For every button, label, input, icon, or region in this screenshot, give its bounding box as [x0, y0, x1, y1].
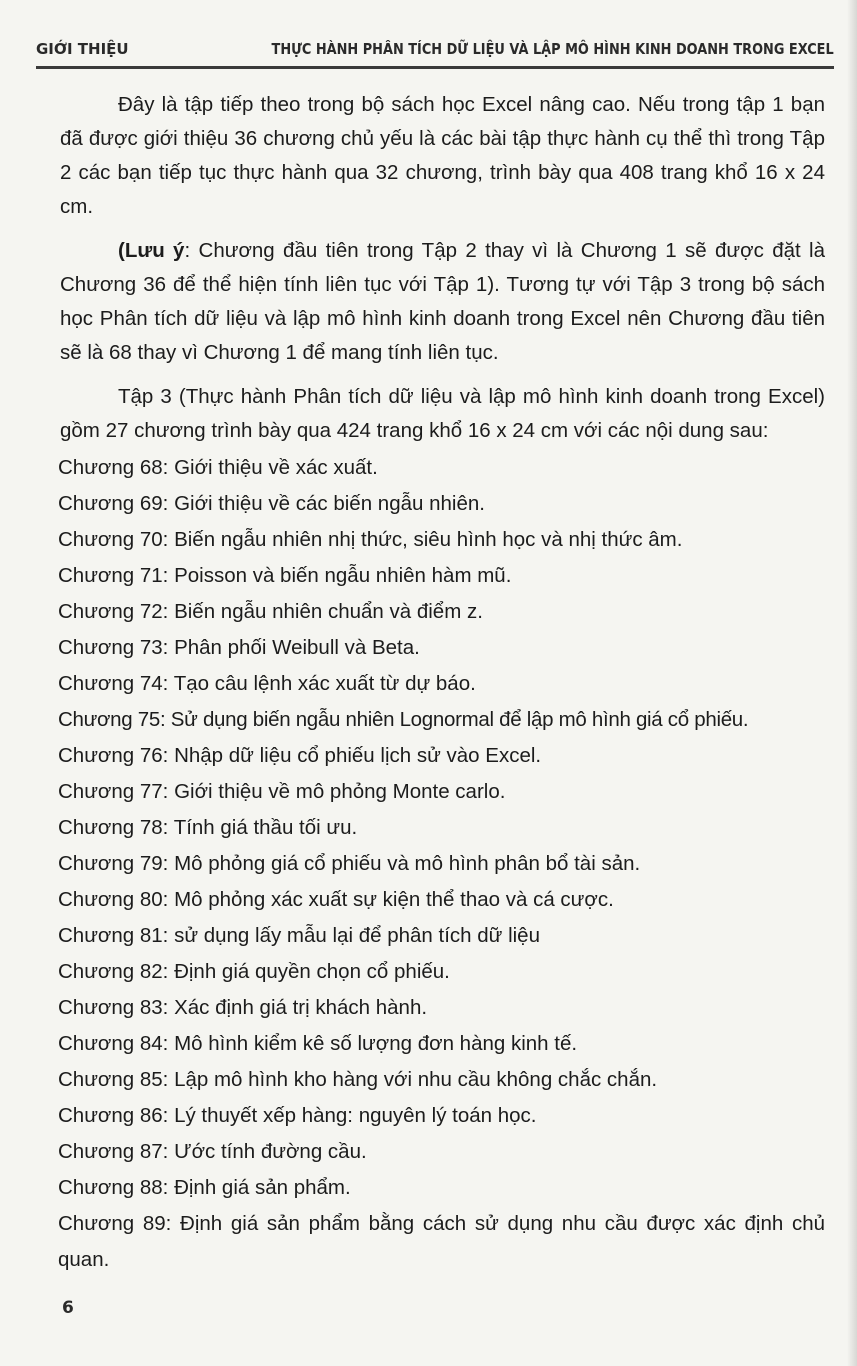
- chapter-list: [58, 450, 825, 1278]
- section-title: GIỚI THIỆU: [36, 40, 129, 58]
- chapter-item: Chương 68: Giới thiệu về xác xuất.: [58, 456, 378, 479]
- chapter-item: Chương 80: Mô phỏng xác xuất sự kiện thể thao và cá cược.: [58, 888, 614, 911]
- chapter-item: Chương 88: Định giá sản phẩm.: [58, 1176, 351, 1199]
- chapter-item: Chương 86: Lý thuyết xếp hàng: nguyên lý toán học.: [58, 1104, 537, 1127]
- chapter-item: Chương 85: Lập mô hình kho hàng với nhu cầu không chắc chắn.: [58, 1068, 658, 1091]
- book-title: THỰC HÀNH PHÂN TÍCH DỮ LIỆU VÀ LẬP MÔ HÌNH KINH DOANH TRONG EXCEL: [271, 40, 834, 58]
- chapter-item: Chương 81: sử dụng lấy mẫu lại để phân tích dữ liệu: [58, 924, 540, 947]
- chapter-item: Chương 72: Biến ngẫu nhiên chuẩn và điểm z.: [58, 600, 483, 623]
- chapter-item: Chương 75: Sử dụng biến ngẫu nhiên Lognormal để lập mô hình giá cổ phiếu.: [58, 708, 749, 731]
- chapter-item: Chương 78: Tính giá thầu tối ưu.: [58, 816, 358, 839]
- chapter-item: Chương 83: Xác định giá trị khách hành.: [58, 996, 428, 1019]
- note-text: : Chương đầu tiên trong Tập 2 thay vì là Chương 1 sẽ được đặt là Chương 36 để thể hiện tính liên tục với Tập 1). Tương tự với Tập 3 trong bộ sách học Phân tích dữ liệu và lập mô hình kinh doanh trong Excel nên Chương đầu tiên sẽ là 68 thay vì Chương 1 để mang tính liên tục.: [60, 239, 825, 364]
- chapter-item: Chương 84: Mô hình kiểm kê số lượng đơn hàng kinh tế.: [58, 1032, 578, 1055]
- page-number: 6: [62, 1298, 74, 1318]
- chapter-item: Chương 82: Định giá quyền chọn cổ phiếu.: [58, 960, 450, 983]
- chapter-item: Chương 87: Ước tính đường cầu.: [58, 1140, 367, 1163]
- chapter-item: Chương 89: Định giá sản phẩm bằng cách sử dụng nhu cầu được xác định chủ quan.: [58, 1212, 825, 1271]
- note-label: (Lưu ý: [118, 239, 185, 262]
- chapter-item: Chương 77: Giới thiệu về mô phỏng Monte carlo.: [58, 780, 506, 803]
- volume-3-paragraph: Tập 3 (Thực hành Phân tích dữ liệu và lập mô hình kinh doanh trong Excel) gồm 27 chương trình bày qua 424 trang khổ 16 x 24 cm với các nội dung sau:: [60, 385, 825, 442]
- page-header: [36, 38, 834, 69]
- chapter-item: Chương 69: Giới thiệu về các biến ngẫu nhiên.: [58, 492, 485, 515]
- chapter-item: Chương 71: Poisson và biến ngẫu nhiên hàm mũ.: [58, 564, 512, 587]
- chapter-item: Chương 70: Biến ngẫu nhiên nhị thức, siêu hình học và nhị thức âm.: [58, 528, 683, 551]
- chapter-item: Chương 79: Mô phỏng giá cổ phiếu và mô hình phân bổ tài sản.: [58, 852, 641, 875]
- page-body: [60, 88, 825, 1278]
- page-edge-shadow: [847, 0, 857, 1366]
- intro-paragraph: Đây là tập tiếp theo trong bộ sách học Excel nâng cao. Nếu trong tập 1 bạn đã được giới thiệu 36 chương chủ yếu là các bài tập thực hành cụ thể thì trong Tập 2 các bạn tiếp tục thực hành qua 32 chương, trình bày qua 408 trang khổ 16 x 24 cm.: [60, 93, 825, 218]
- chapter-item: Chương 74: Tạo câu lệnh xác xuất từ dự báo.: [58, 672, 476, 695]
- chapter-item: Chương 73: Phân phối Weibull và Beta.: [58, 636, 420, 659]
- note-paragraph: [60, 234, 825, 370]
- chapter-item: Chương 76: Nhập dữ liệu cổ phiếu lịch sử vào Excel.: [58, 744, 542, 767]
